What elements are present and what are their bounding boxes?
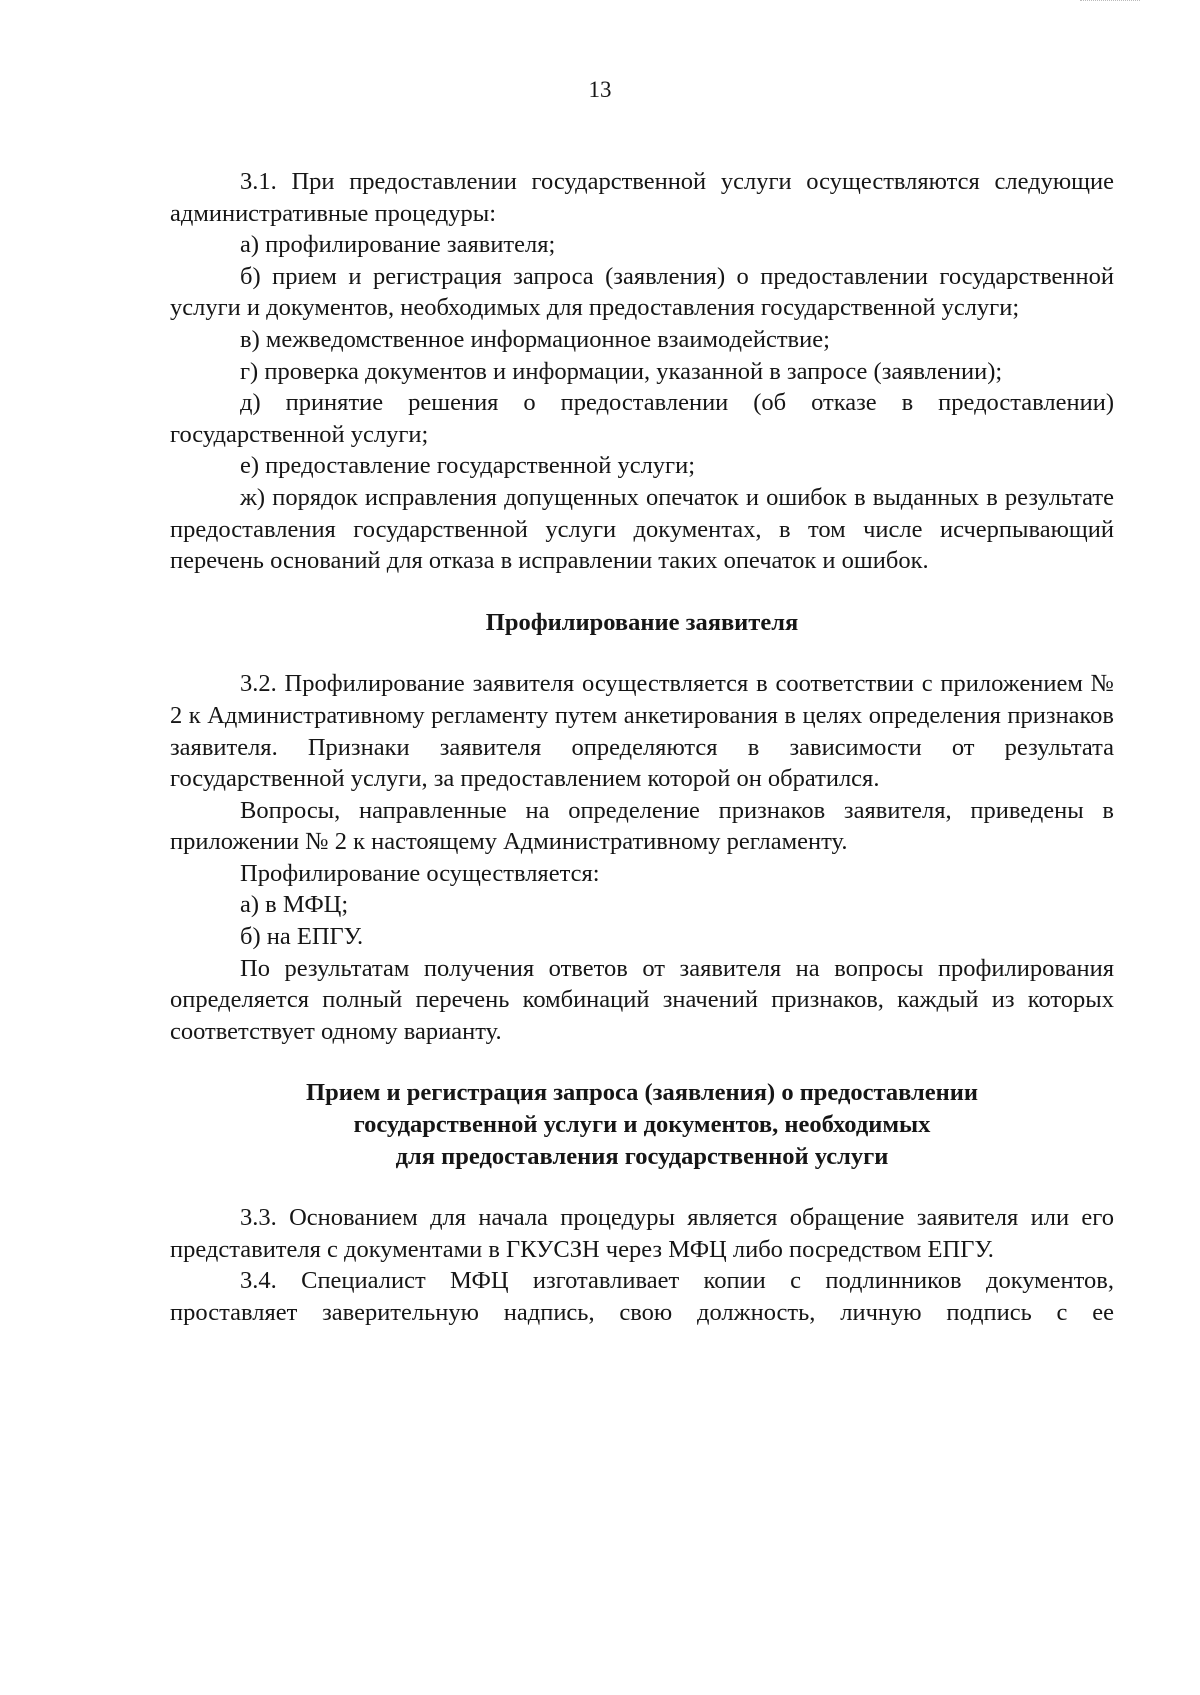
section-procedures-list [170, 166, 1114, 577]
paragraph-3-4: 3.4. Специалист МФЦ изготавливает копии с подлинников документов, проставляет заверительную надпись, свою должность, личную подпись с ее [170, 1267, 1114, 1326]
section-profiling [170, 668, 1114, 1047]
section-heading-reception [170, 1077, 1114, 1172]
section-reception [170, 1202, 1114, 1328]
paragraph-3-2: 3.2. Профилирование заявителя осуществляется в соответствии с приложением № 2 к Административному регламенту путем анкетирования в целях определения признаков заявителя. Признаки заявителя определяются в зависимости от результата государственной услуги, за предоставлением которой он обратился. [170, 670, 1114, 793]
paragraph-3-3: 3.3. Основанием для начала процедуры является обращение заявителя или его представителя с документами в ГКУСЗН через МФЦ либо посредством ЕПГУ. [170, 1204, 1114, 1263]
section-heading-profiling: Профилирование заявителя [485, 608, 799, 636]
list-item-g: г) проверка документов и информации, указанной в запросе (заявлении); [240, 357, 1003, 385]
list-item-e: е) предоставление государственной услуги; [240, 452, 696, 480]
list-item-b: б) прием и регистрация запроса (заявления) о предоставлении государственной услуги и документов, необходимых для предоставления государственной услуги; [170, 262, 1114, 322]
paragraph-profiling-results: По результатам получения ответов от заявителя на вопросы профилирования определяется полный перечень комбинаций значений признаков, каждый из которых соответствует одному варианту. [170, 954, 1114, 1045]
list-item-epgu: б) на ЕПГУ. [240, 923, 364, 951]
list-item-mfc: а) в МФЦ; [240, 891, 349, 919]
paragraph-3-1: 3.1. При предоставлении государственной услуги осуществляются следующие административные процедуры: [170, 168, 1114, 227]
document-body [170, 166, 1114, 1329]
list-item-a: а) профилирование заявителя; [240, 231, 556, 259]
heading-line-3: для предоставления государственной услуги [395, 1142, 889, 1170]
heading-line-1: Прием и регистрация запроса (заявления) о предоставлении [306, 1079, 978, 1107]
heading-line-2: государственной услуги и документов, необходимых [353, 1111, 931, 1139]
scan-artifact [1080, 0, 1140, 5]
list-item-d: д) принятие решения о предоставлении (об отказе в предоставлении) государственной услуги; [170, 389, 1114, 448]
paragraph-profiling-where: Профилирование осуществляется: [240, 859, 600, 887]
paragraph-questions: Вопросы, направленные на определение признаков заявителя, приведены в приложении № 2 к настоящему Административному регламенту. [170, 796, 1114, 856]
list-item-zh: ж) порядок исправления допущенных опечаток и ошибок в выданных в результате предоставления государственной услуги документах, в том числе исчерпывающий перечень оснований для отказа в исправлении таких опечаток и ошибок. [170, 483, 1114, 575]
page-number: 13 [588, 77, 612, 102]
list-item-v: в) межведомственное информационное взаимодействие; [240, 325, 830, 353]
